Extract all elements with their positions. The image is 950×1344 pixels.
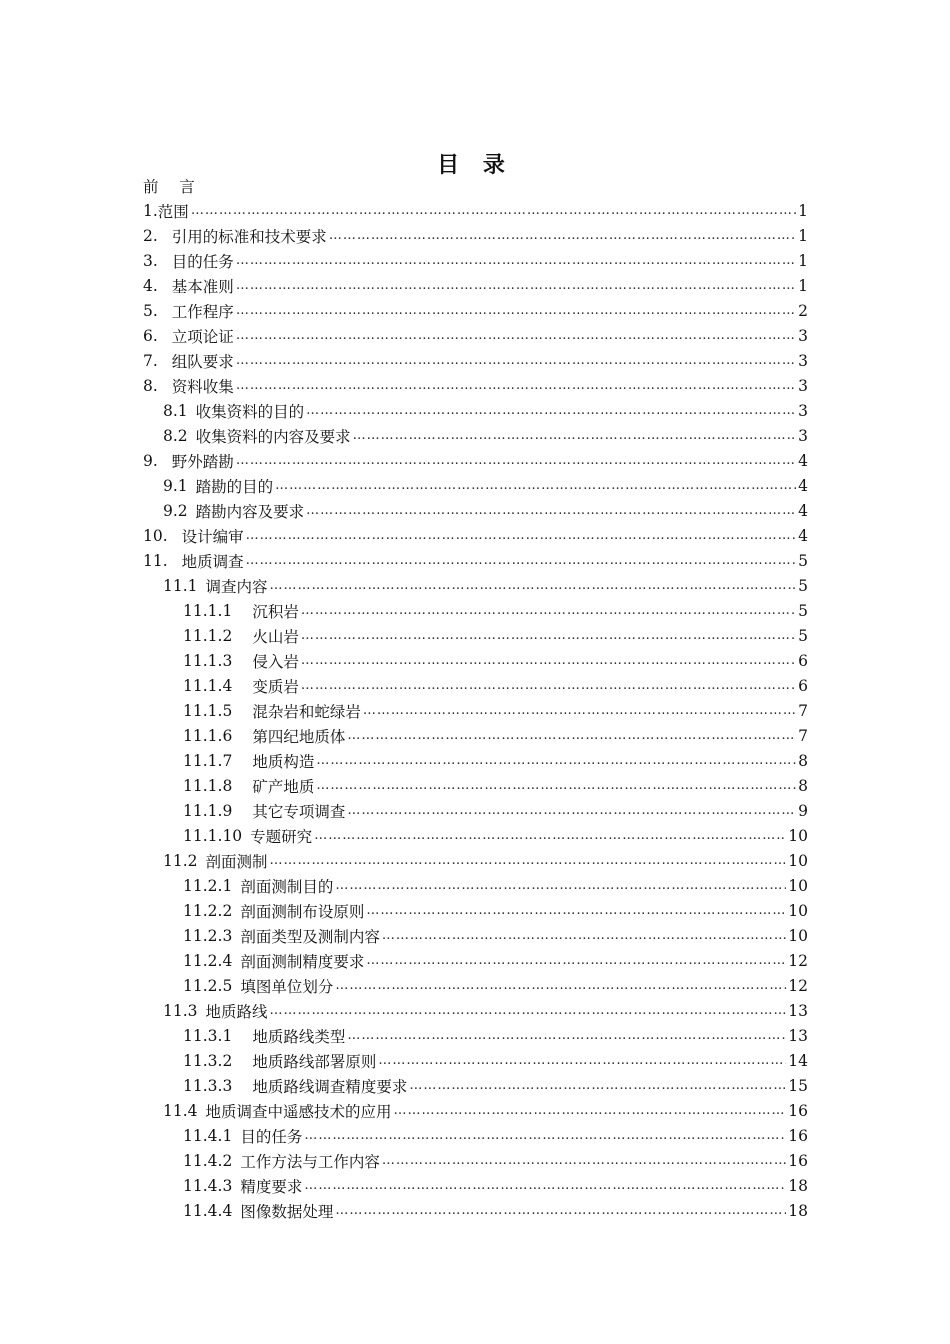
toc-entry-number: 11.2.5 — [183, 976, 233, 995]
toc-entry-leader-dots — [329, 228, 796, 243]
toc-entry[interactable] — [143, 773, 808, 798]
toc-entry-page-number: 4 — [798, 451, 808, 470]
toc-entry-page-number: 16 — [788, 1126, 808, 1145]
toc-entry[interactable] — [143, 498, 808, 523]
toc-entry-page-number: 10 — [788, 876, 808, 895]
toc-entry-label: 调查内容 — [205, 577, 268, 596]
toc-entry-label: 工作方法与工作内容 — [240, 1152, 380, 1171]
toc-entry-number: 11.4.2 — [183, 1151, 233, 1170]
toc-entry-leader-dots — [306, 403, 796, 418]
toc-entry-page-number: 2 — [798, 301, 808, 320]
toc-entry-leader-dots — [270, 853, 787, 868]
toc-entry-page-number: 12 — [788, 976, 808, 995]
toc-entry-label: 收集资料的内容及要求 — [195, 427, 351, 446]
toc-entry[interactable] — [143, 198, 808, 223]
toc-entry-label: 设计编审 — [181, 527, 244, 546]
toc-entry-leader-dots — [236, 253, 796, 268]
toc-preface[interactable] — [143, 173, 808, 198]
toc-entry[interactable] — [143, 798, 808, 823]
toc-entry-leader-dots — [353, 428, 796, 443]
toc-entry-number: 9.2 — [163, 501, 188, 520]
toc-entry[interactable] — [143, 273, 808, 298]
toc-entry-page-number: 3 — [798, 376, 808, 395]
toc-entry-leader-dots — [246, 528, 796, 543]
toc-entry-leader-dots — [363, 703, 796, 718]
toc-entry-number: 6. — [143, 326, 158, 345]
toc-entry-page-number: 5 — [798, 601, 808, 620]
toc-entry-page-number: 4 — [798, 526, 808, 545]
toc-entry-page-number: 18 — [788, 1176, 808, 1195]
toc-entry-leader-dots — [366, 903, 786, 918]
toc-entry[interactable] — [143, 923, 808, 948]
toc-entry-page-number: 14 — [788, 1051, 808, 1070]
toc-entry-leader-dots — [335, 1203, 786, 1218]
toc-entry[interactable] — [143, 1198, 808, 1223]
toc-entry-page-number: 8 — [798, 751, 808, 770]
toc-entry-number: 9. — [143, 451, 158, 470]
toc-entry-number: 5. — [143, 301, 158, 320]
toc-entry[interactable] — [143, 748, 808, 773]
toc-entry-number: 11.2 — [163, 851, 198, 870]
toc-entry[interactable] — [143, 548, 808, 573]
toc-entry[interactable] — [143, 648, 808, 673]
toc-entry[interactable] — [143, 223, 808, 248]
toc-entry[interactable] — [143, 398, 808, 423]
toc-entry-number: 11.1.2 — [183, 626, 233, 645]
toc-entry-label: 野外踏勘 — [171, 452, 234, 471]
toc-entry[interactable] — [143, 1173, 808, 1198]
toc-entry[interactable] — [143, 673, 808, 698]
toc-entry-number: 11.1.7 — [183, 751, 233, 770]
toc-entry[interactable] — [143, 873, 808, 898]
toc-entry-number: 11.2.4 — [183, 951, 233, 970]
toc-entry-label: 火山岩 — [252, 627, 299, 646]
toc-entry-label: 目的任务 — [240, 1127, 303, 1146]
toc-entry-page-number: 3 — [798, 426, 808, 445]
toc-entry-label: 立项论证 — [171, 327, 234, 346]
toc-entry-page-number: 10 — [788, 901, 808, 920]
toc-entry-label: 剖面测制 — [205, 852, 268, 871]
toc-entry-label: 专题研究 — [250, 827, 313, 846]
toc-entry-label: 资料收集 — [171, 377, 234, 396]
toc-entry-page-number: 5 — [798, 626, 808, 645]
toc-entry-leader-dots — [301, 678, 796, 693]
toc-entry-leader-dots — [314, 828, 786, 843]
toc-entry-label: 踏勘的目的 — [195, 477, 274, 496]
toc-entry[interactable] — [143, 373, 808, 398]
toc-entry[interactable] — [143, 1048, 808, 1073]
toc-entry-label: 地质路线部署原则 — [252, 1052, 377, 1071]
toc-entry-page-number: 1 — [798, 251, 808, 270]
toc-entry-number: 10. — [143, 526, 168, 545]
toc-entry-number: 8.1 — [163, 401, 188, 420]
toc-entry-number: 11.1.10 — [183, 826, 243, 845]
toc-entry-number: 11.4 — [163, 1101, 198, 1120]
toc-entry-leader-dots — [306, 503, 796, 518]
toc-entry[interactable] — [143, 473, 808, 498]
toc-entry-number: 11.3.2 — [183, 1051, 233, 1070]
toc-entry[interactable] — [143, 973, 808, 998]
toc-entry[interactable] — [143, 1123, 808, 1148]
toc-entry[interactable] — [143, 698, 808, 723]
toc-entry-leader-dots — [246, 553, 796, 568]
toc-entry-leader-dots — [236, 378, 796, 393]
toc-entry-page-number: 5 — [798, 576, 808, 595]
toc-entry-label: 剖面测制布设原则 — [240, 902, 365, 921]
toc-entry[interactable] — [143, 298, 808, 323]
toc-entry[interactable] — [143, 323, 808, 348]
toc-entry-number: 7. — [143, 351, 158, 370]
toc-entry-label: 地质路线类型 — [252, 1027, 346, 1046]
toc-entry-page-number: 3 — [798, 326, 808, 345]
toc-entry-number: 11.4.1 — [183, 1126, 233, 1145]
toc-entry-page-number: 13 — [788, 1001, 808, 1020]
toc-entry-label: 变质岩 — [252, 677, 299, 696]
toc-entry-leader-dots — [236, 303, 796, 318]
toc-entry-leader-dots — [191, 203, 796, 218]
toc-entry-number: 11.1.3 — [183, 651, 233, 670]
toc-entry-number: 11.2.2 — [183, 901, 233, 920]
toc-entry-label: 目的任务 — [171, 252, 234, 271]
toc-entry-page-number: 4 — [798, 501, 808, 520]
toc-entry-leader-dots — [301, 603, 796, 618]
toc-entry[interactable] — [143, 1073, 808, 1098]
toc-entry-page-number: 1 — [798, 276, 808, 295]
toc-entry-label: 工作程序 — [171, 302, 234, 321]
toc-entry-leader-dots — [270, 578, 797, 593]
toc-entry-page-number: 12 — [788, 951, 808, 970]
toc-entry-page-number: 18 — [788, 1201, 808, 1220]
toc-entry-page-number: 15 — [788, 1076, 808, 1095]
toc-entry-page-number: 8 — [798, 776, 808, 795]
toc-entry-leader-dots — [347, 728, 796, 743]
toc-entry-leader-dots — [236, 278, 796, 293]
toc-entry-page-number: 1 — [798, 226, 808, 245]
toc-entry-number: 11.1.1 — [183, 601, 233, 620]
toc-entry[interactable] — [143, 573, 808, 598]
toc-entry[interactable] — [143, 898, 808, 923]
toc-entry-label: 基本准则 — [171, 277, 234, 296]
toc-entry-label: 地质调查 — [181, 552, 244, 571]
toc-entry[interactable] — [143, 248, 808, 273]
toc-entry[interactable] — [143, 1098, 808, 1123]
toc-entry-number: 11.4.4 — [183, 1201, 233, 1220]
toc-entry-label: 引用的标准和技术要求 — [171, 227, 327, 246]
toc-entry-page-number: 9 — [798, 801, 808, 820]
toc-entry-label: 沉积岩 — [252, 602, 299, 621]
toc-entry-label: 混杂岩和蛇绿岩 — [252, 702, 361, 721]
toc-entry[interactable] — [143, 823, 808, 848]
toc-entry-label: 踏勘内容及要求 — [195, 502, 305, 521]
toc-entry[interactable] — [143, 723, 808, 748]
toc-entry-label: 剖面测制目的 — [240, 877, 334, 896]
toc-entry-leader-dots — [236, 328, 796, 343]
toc-entry-leader-dots — [409, 1078, 786, 1093]
toc-entry[interactable] — [143, 623, 808, 648]
toc-entry-label: 图像数据处理 — [240, 1202, 334, 1221]
toc-entry-number: 8. — [143, 376, 158, 395]
toc-entry-number: 11.2.1 — [183, 876, 233, 895]
toc-entry-number: 4. — [143, 276, 158, 295]
toc-entry[interactable] — [143, 423, 808, 448]
toc-entry-number: 11.1.4 — [183, 676, 233, 695]
toc-entry[interactable] — [143, 998, 808, 1023]
toc-entry-label: 地质调查中遥感技术的应用 — [205, 1102, 392, 1121]
toc-entry[interactable] — [143, 523, 808, 548]
toc-list — [143, 173, 808, 1223]
toc-entry-number: 1. — [143, 201, 158, 220]
toc-entry-leader-dots — [347, 1028, 786, 1043]
toc-entry-page-number: 6 — [798, 676, 808, 695]
toc-preface-label: 前 言 — [143, 177, 203, 196]
toc-entry-label: 矿产地质 — [252, 777, 315, 796]
toc-entry-leader-dots — [378, 1053, 786, 1068]
toc-entry-page-number: 10 — [788, 926, 808, 945]
toc-entry-page-number: 13 — [788, 1026, 808, 1045]
toc-entry-number: 11. — [143, 551, 168, 570]
toc-entry-leader-dots — [301, 628, 796, 643]
toc-entry-number: 11.1.5 — [183, 701, 233, 720]
toc-entry-leader-dots — [301, 653, 796, 668]
toc-entry-leader-dots — [304, 1178, 786, 1193]
toc-title: 目 录 — [437, 152, 513, 178]
toc-entry-leader-dots — [335, 978, 786, 993]
toc-entry[interactable] — [143, 1148, 808, 1173]
toc-entry[interactable] — [143, 1023, 808, 1048]
toc-entry-label: 精度要求 — [240, 1177, 303, 1196]
toc-entry-label: 组队要求 — [171, 352, 234, 371]
toc-entry-leader-dots — [382, 928, 786, 943]
toc-entry-page-number: 3 — [798, 351, 808, 370]
toc-entry-number: 2. — [143, 226, 158, 245]
toc-entry-label: 地质路线 — [205, 1002, 268, 1021]
toc-entry-label: 其它专项调查 — [252, 802, 346, 821]
toc-entry-leader-dots — [394, 1103, 787, 1118]
toc-entry-page-number: 16 — [788, 1101, 808, 1120]
toc-entry-page-number: 1 — [798, 201, 808, 220]
toc-entry-leader-dots — [347, 803, 796, 818]
toc-entry-number: 11.1 — [163, 576, 198, 595]
toc-entry-leader-dots — [382, 1153, 786, 1168]
toc-entry-number: 9.1 — [163, 476, 188, 495]
toc-entry[interactable] — [143, 448, 808, 473]
toc-entry-label: 侵入岩 — [252, 652, 299, 671]
toc-entry-page-number: 4 — [798, 476, 808, 495]
toc-entry-number: 11.2.3 — [183, 926, 233, 945]
toc-entry-label: 地质路线调查精度要求 — [252, 1077, 408, 1096]
toc-entry[interactable] — [143, 598, 808, 623]
toc-entry-page-number: 5 — [798, 551, 808, 570]
toc-entry-page-number: 6 — [798, 651, 808, 670]
toc-entry-number: 11.1.6 — [183, 726, 233, 745]
toc-entry-leader-dots — [275, 478, 796, 493]
toc-entry-label: 第四纪地质体 — [252, 727, 346, 746]
toc-entry-label: 范围 — [157, 202, 189, 221]
toc-entry-number: 3. — [143, 251, 158, 270]
toc-entry-leader-dots — [304, 1128, 786, 1143]
toc-entry-leader-dots — [366, 953, 786, 968]
toc-entry-page-number: 10 — [788, 851, 808, 870]
toc-entry-leader-dots — [270, 1003, 787, 1018]
toc-entry-page-number: 16 — [788, 1151, 808, 1170]
toc-entry-number: 11.4.3 — [183, 1176, 233, 1195]
toc-entry-label: 剖面测制精度要求 — [240, 952, 365, 971]
toc-entry-leader-dots — [316, 778, 796, 793]
toc-entry-label: 收集资料的目的 — [195, 402, 305, 421]
toc-entry-page-number: 7 — [798, 726, 808, 745]
toc-entry-number: 11.3.1 — [183, 1026, 233, 1045]
toc-entry-leader-dots — [236, 453, 796, 468]
toc-entry[interactable] — [143, 348, 808, 373]
toc-entry-leader-dots — [335, 878, 786, 893]
toc-entry-page-number: 7 — [798, 701, 808, 720]
toc-entry-number: 11.1.8 — [183, 776, 233, 795]
toc-entry-label: 填图单位划分 — [240, 977, 334, 996]
toc-entry-leader-dots — [236, 353, 796, 368]
toc-entry-label: 地质构造 — [252, 752, 315, 771]
toc-entry-page-number: 10 — [788, 826, 808, 845]
toc-entry[interactable] — [143, 848, 808, 873]
toc-entry-label: 剖面类型及测制内容 — [240, 927, 380, 946]
toc-entry-page-number: 3 — [798, 401, 808, 420]
toc-entry-number: 8.2 — [163, 426, 188, 445]
toc-entry-leader-dots — [316, 753, 796, 768]
toc-entry-number: 11.1.9 — [183, 801, 233, 820]
toc-entry[interactable] — [143, 948, 808, 973]
toc-entry-number: 11.3.3 — [183, 1076, 233, 1095]
toc-entry-number: 11.3 — [163, 1001, 198, 1020]
